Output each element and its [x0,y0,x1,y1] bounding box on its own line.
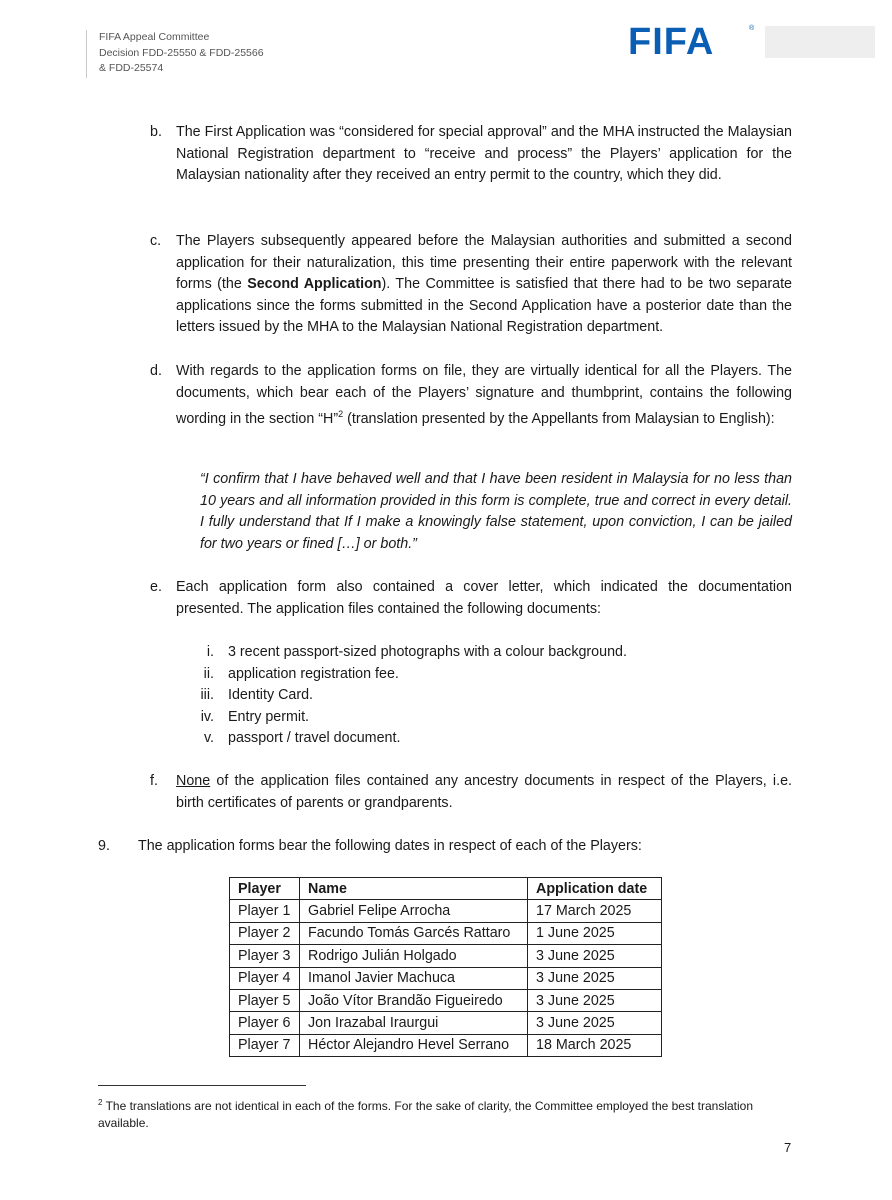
footnote-text: The translations are not identical in each of the forms. For the sake of clarity, the Committee employed the best translation available. [98,1099,754,1130]
footnote-number: 2 [98,1098,103,1107]
date-cell: 1 June 2025 [528,922,662,944]
table-row [230,1012,662,1034]
defined-term: Second Application [247,276,382,293]
table-row [230,922,662,944]
paragraph-letter: c. [150,233,162,249]
name-cell: Jon Irazabal Iraurgui [300,1012,528,1034]
player-cell: Player 4 [230,967,300,989]
list-text: passport / travel document. [228,730,401,747]
paragraph-text [176,771,792,814]
text-segment: (translation presented by the Appellants from Malaysian to English): [343,410,775,427]
name-cell: Gabriel Felipe Arrocha [300,900,528,922]
fifa-logo: FIFA [628,21,715,63]
paragraph-text: The application forms bear the following dates in respect of each of the Players: [138,838,642,854]
table-row [230,967,662,989]
decision-reference-cont: & FDD-25574 [99,62,164,74]
emphasis: None [176,773,211,789]
table-row [230,1034,662,1056]
committee-name: FIFA Appeal Committee [99,31,210,43]
paragraph-text [176,361,792,431]
paragraph-text [176,231,792,339]
list-item [150,685,790,707]
footnote [98,1095,792,1131]
list-text: application registration fee. [228,665,399,682]
list-text: Identity Card. [228,687,314,704]
paragraph-letter: b. [150,124,162,140]
column-header-name: Name [300,878,528,900]
page-number: 7 [784,1140,792,1155]
name-cell: João Vítor Brandão Figueiredo [300,989,528,1011]
column-header-date: Application date [528,878,662,900]
list-text: Entry permit. [228,708,310,725]
list-item [150,664,790,686]
name-cell: Facundo Tomás Garcés Rattaro [300,922,528,944]
list-number: ii. [203,665,214,682]
registered-mark: ® [749,25,755,32]
text-segment: With regards to the application forms on file, they are virtually identical for all the Players. The documents, which bear each of the Players’ signature and thumbprint, contains the following wording in the section “H” [176,363,792,427]
column-header-player: Player [230,878,300,900]
name-cell: Imanol Javier Machuca [300,967,528,989]
document-header [99,30,264,77]
paragraph-c [150,231,792,339]
date-cell: 17 March 2025 [528,900,662,922]
paragraph-letter: e. [150,579,162,595]
list-text: 3 recent passport-sized photographs with a colour background. [228,644,627,660]
date-cell: 3 June 2025 [528,1012,662,1034]
text-segment: ). The Committee is satisfied that there had to be two separate applications since the forms submitted in the Second Application have a posterior date than the letters issued by the MHA to the Malaysian National Registration department. [176,276,792,336]
list-number: iii. [200,687,214,704]
name-cell: Rodrigo Julián Holgado [300,945,528,967]
list-item [150,728,790,750]
documents-list [150,642,790,750]
footnote-reference[interactable]: 2 [338,409,344,420]
paragraph-f [150,771,792,814]
paragraph-letter: d. [150,363,162,379]
text-segment: The Players subsequently appeared before the Malaysian authorities and submitted a second application for their naturalization, this time presenting their entire paperwork with the relevant forms (the [176,233,792,293]
list-number: iv. [200,708,214,725]
list-number: v. [203,730,214,747]
player-cell: Player 7 [230,1034,300,1056]
decision-reference: Decision FDD-25550 & FDD-25566 [99,46,264,59]
list-item [150,707,790,729]
paragraph-letter: f. [150,773,158,789]
table-row [230,900,662,922]
date-cell: 3 June 2025 [528,967,662,989]
table-header-row [230,878,662,900]
date-cell: 18 March 2025 [528,1034,662,1056]
paragraph-text: The First Application was “considered for special approval” and the MHA instructed the Malaysian National Registration department to “receive and process” the Players’ application for the Malaysian nationality after they received an entry permit to the country, which they did. [176,124,792,184]
date-cell: 3 June 2025 [528,945,662,967]
player-cell: Player 6 [230,1012,300,1034]
player-cell: Player 1 [230,900,300,922]
player-cell: Player 3 [230,945,300,967]
name-cell: Héctor Alejandro Hevel Serrano [300,1034,528,1056]
paragraph-b [150,122,792,187]
paragraph-number: 9. [98,838,110,854]
quoted-declaration: “I confirm that I have behaved well and that I have been resident in Malaysia for no less than 10 years and all information provided in this form is complete, true and correct in every detail. I fully understand that If I make a knowingly false statement, upon conviction, I can be jailed for two years or fined […] or both.” [200,471,792,552]
table-row [230,945,662,967]
text-segment: of the application files contained any ancestry documents in respect of the Players, i.e. birth certificates of parents or grandparents. [176,773,792,811]
player-cell: Player 2 [230,922,300,944]
table-row [230,989,662,1011]
list-item [150,642,790,664]
player-cell: Player 5 [230,989,300,1011]
paragraph-text: Each application form also contained a cover letter, which indicated the documentation presented. The application files contained the following documents: [176,579,792,617]
paragraph-e [150,577,792,620]
list-number: i. [206,644,214,660]
redaction-box [765,26,875,58]
footnote-separator [98,1085,306,1086]
paragraph-d [150,361,792,431]
date-cell: 3 June 2025 [528,989,662,1011]
application-dates-table [229,877,662,1057]
header-divider [86,30,87,78]
